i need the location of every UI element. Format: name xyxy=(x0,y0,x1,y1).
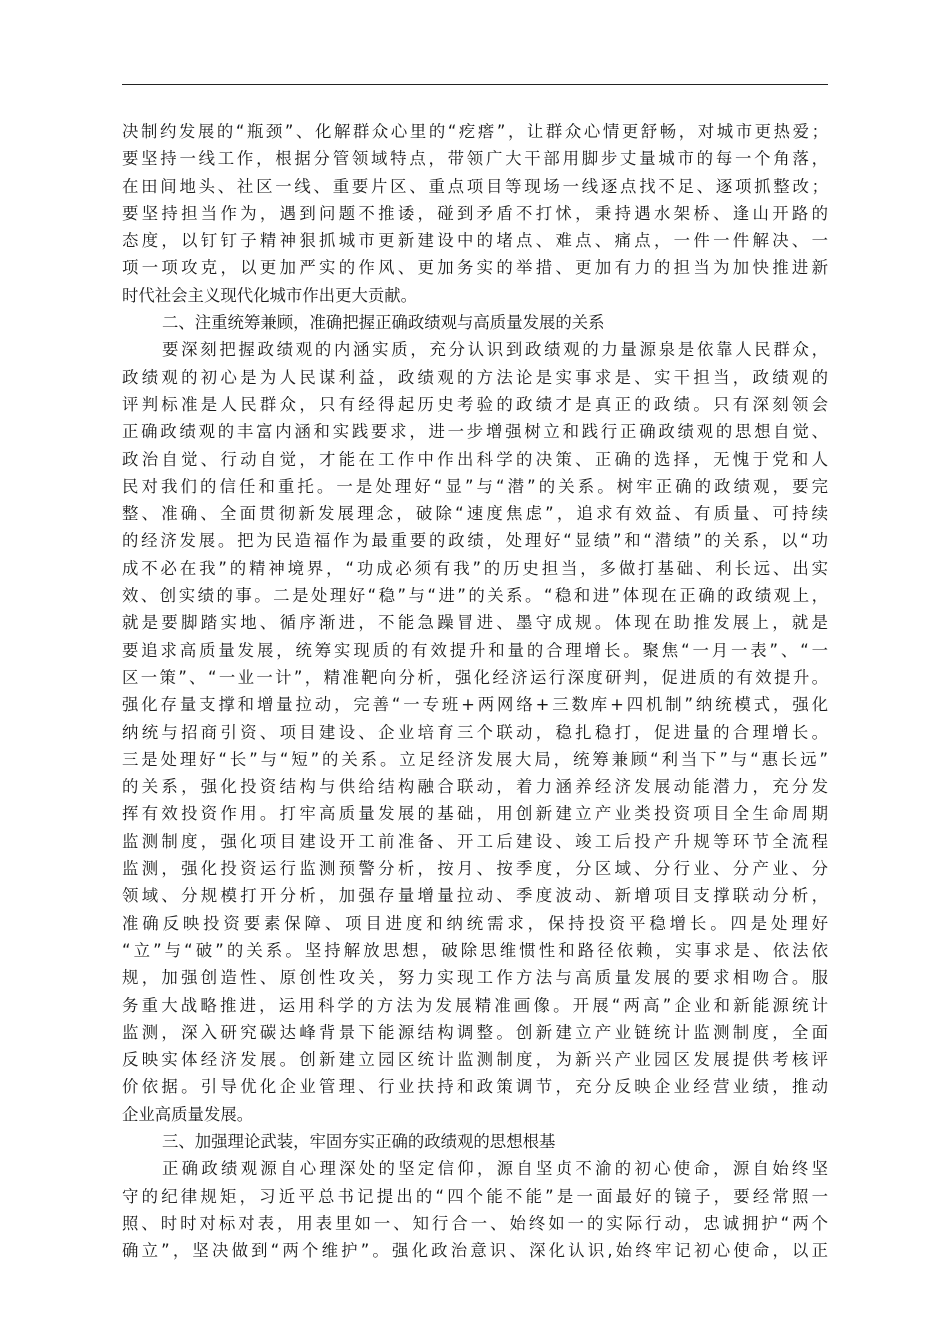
text-line: 监测制度，强化项目建设开工前准备、开工后建设、竣工后投产升规等环节全流程 xyxy=(122,831,828,851)
text-line: 确立”，坚决做到“两个维护”。强化政治意识、深化认识,始终牢记初心使命，以正 xyxy=(122,1241,828,1261)
text-line: 正确政绩观的丰富内涵和实践要求，进一步增强树立和践行正确政绩观的思想自觉、 xyxy=(122,422,828,442)
text-line: 规，加强创造性、原创性攻关，努力实现工作方法与高质量发展的要求相吻合。服 xyxy=(122,968,828,988)
text-line: 务重大战略推进，运用科学的方法为发展精准画像。开展“两高”企业和新能源统计 xyxy=(122,995,828,1015)
text-line: 监测，深入研究碳达峰背景下能源结构调整。创新建立产业链统计监测制度，全面 xyxy=(122,1022,828,1042)
text-line: 价依据。引导优化企业管理、行业扶持和政策调节，充分反映企业经营业绩，推动 xyxy=(122,1077,828,1097)
text-line: 要坚持担当作为，遇到问题不推诿，碰到矛盾不打怵，秉持遇水架桥、逢山开路的 xyxy=(122,203,828,223)
text-line: 项一项攻克，以更加严实的作风、更加务实的举措、更加有力的担当为加快推进新 xyxy=(122,258,828,278)
text-line: 守的纪律规矩，习近平总书记提出的“四个能不能”是一面最好的镜子，要经常照一 xyxy=(122,1186,828,1206)
text-line: 要追求高质量发展，统筹实现质的有效提升和量的合理增长。聚焦“一月一表”、“一 xyxy=(122,640,828,660)
header-rule xyxy=(122,84,828,85)
text-line: 评判标准是人民群众，只有经得起历史考验的政绩才是真正的政绩。只有深刻领会 xyxy=(122,394,828,414)
text-line: 效、创实绩的事。二是处理好“稳”与“进”的关系。“稳和进”体现在正确的政绩观上， xyxy=(122,586,828,606)
text-line: 决制约发展的“瓶颈”、化解群众心里的“疙瘩”，让群众心情更舒畅，对城市更热爱； xyxy=(122,122,828,141)
text-line: 二、注重统筹兼顾，准确把握正确政绩观与高质量发展的关系 xyxy=(162,313,605,333)
document-body xyxy=(122,118,828,1264)
text-line: 三、加强理论武装，牢固夯实正确的政绩观的思想根基 xyxy=(162,1131,556,1151)
text-line: 要深刻把握政绩观的内涵实质，充分认识到政绩观的力量源泉是依靠人民群众， xyxy=(162,340,828,360)
text-line: 态度，以钉钉子精神狠抓城市更新建设中的堵点、难点、痛点，一件一件解决、一 xyxy=(122,231,828,251)
text-line: 时代社会主义现代化城市作出更大贡献。 xyxy=(122,285,418,305)
text-line: 照、时时对标对表，用表里如一、知行合一、始终如一的实际行动，忠诚拥护“两个 xyxy=(122,1213,828,1233)
text-line: 就是要脚踏实地、循序渐进，不能急躁冒进、墨守成规。体现在助推发展上，就是 xyxy=(122,613,828,633)
text-line: 纳统与招商引资、项目建设、企业培育三个联动，稳扎稳打，促进量的合理增长。 xyxy=(122,722,828,742)
text-line: 正确政绩观源自心理深处的坚定信仰，源自坚贞不渝的初心使命，源自始终坚 xyxy=(162,1159,828,1179)
text-line: 整、准确、全面贯彻新发展理念，破除“速度焦虑”，追求有效益、有质量、可持续 xyxy=(122,504,828,524)
text-line: 政治自觉、行动自觉，才能在工作中作出科学的决策、正确的选择，无愧于党和人 xyxy=(122,449,828,469)
text-line: 反映实体经济发展。创新建立园区统计监测制度，为新兴产业园区发展提供考核评 xyxy=(122,1050,828,1070)
text-line: 领域、分规模打开分析，加强存量增量拉动、季度波动、新增项目支撑联动分析， xyxy=(122,886,828,906)
text-line: 准确反映投资要素保障、项目进度和纳统需求，保持投资平稳增长。四是处理好 xyxy=(122,913,828,933)
text-line: 强化存量支撑和增量拉动，完善“一专班+两网络+三数库+四机制”纳统模式，强化 xyxy=(122,695,828,715)
text-line: 挥有效投资作用。打牢高质量发展的基础，用创新建立产业类投资项目全生命周期 xyxy=(122,804,828,824)
text-line: 成不必在我”的精神境界，“功成必须有我”的历史担当，多做打基础、利长远、出实 xyxy=(122,558,828,578)
text-line: 监测，强化投资运行监测预警分析，按月、按季度，分区域、分行业、分产业、分 xyxy=(122,859,828,879)
text-line: 要坚持一线工作，根据分管领域特点，带领广大干部用脚步丈量城市的每一个角落， xyxy=(122,149,828,169)
text-line: 在田间地头、社区一线、重要片区、重点项目等现场一线逐点找不足、逐项抓整改； xyxy=(122,176,828,196)
text-line: 政绩观的初心是为人民谋利益，政绩观的方法论是实事求是、实干担当，政绩观的 xyxy=(122,367,828,387)
text-line: 的关系，强化投资结构与供给结构融合联动，着力涵养经济发展动能潜力，充分发 xyxy=(122,777,828,797)
text-line: “立”与“破”的关系。坚持解放思想，破除思维惯性和路径依赖，实事求是、依法依 xyxy=(122,940,828,960)
text-line: 三是处理好“长”与“短”的关系。立足经济发展大局，统筹兼顾“利当下”与“惠长远” xyxy=(122,749,828,769)
text-line: 的经济发展。把为民造福作为最重要的政绩，处理好“显绩”和“潜绩”的关系，以“功 xyxy=(122,531,828,551)
text-line: 民对我们的信任和重托。一是处理好“显”与“潜”的关系。树牢正确的政绩观，要完 xyxy=(122,476,828,496)
text-line: 区一策”、“一业一计”，精准靶向分析，强化经济运行深度研判，促进质的有效提升。 xyxy=(122,667,828,687)
text-line: 企业高质量发展。 xyxy=(122,1104,254,1124)
